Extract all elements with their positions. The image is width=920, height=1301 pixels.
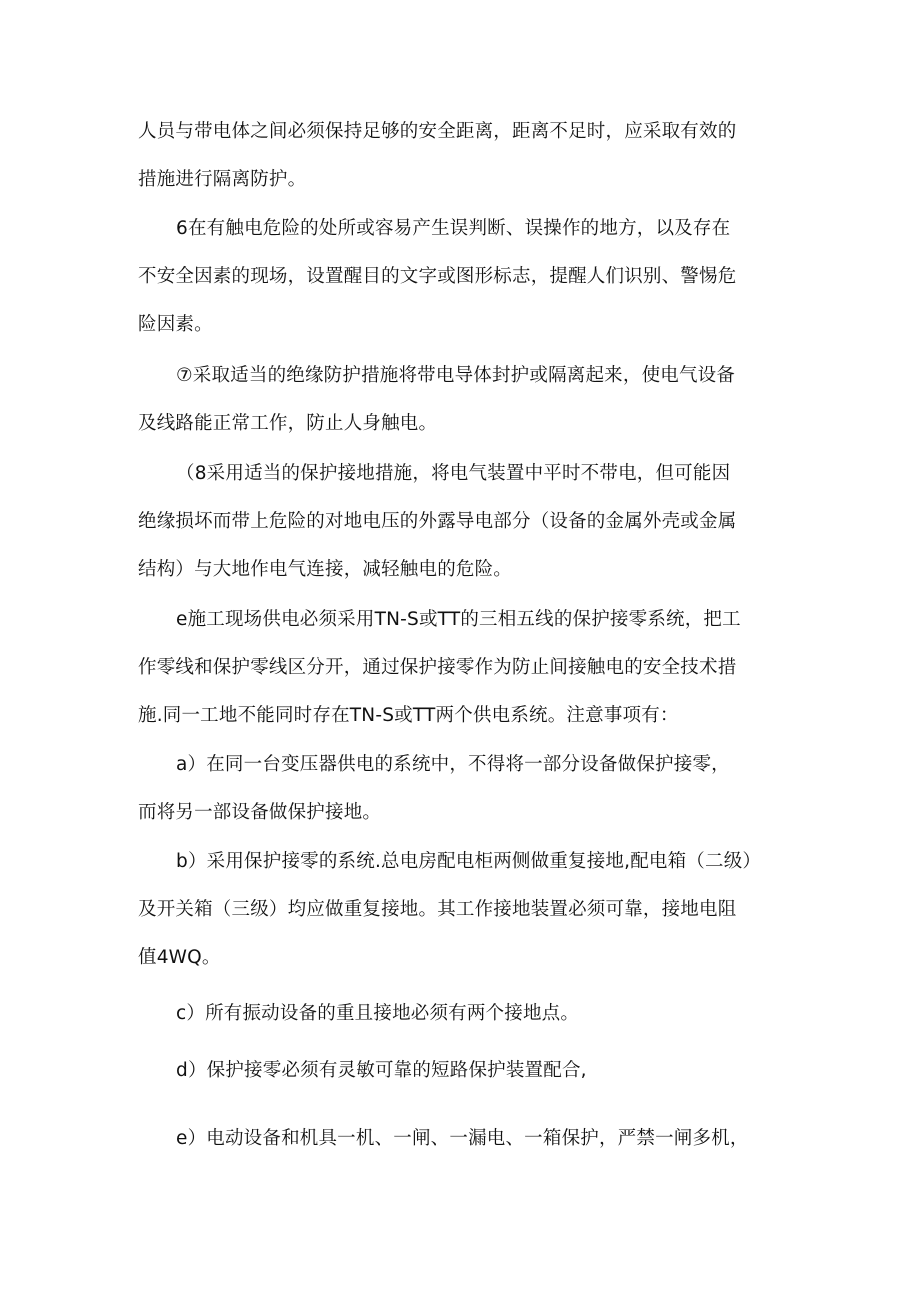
text-line: c）所有振动设备的重且接地必须有两个接地点。 xyxy=(176,1003,580,1024)
text-line: （8采用适当的保护接地措施，将电气装置中平时不带电，但可能因 xyxy=(176,463,731,484)
paragraph-sub-b xyxy=(138,838,788,982)
text-line: 值4WQ。 xyxy=(138,947,221,968)
text-line: 及开关箱（三级）均应做重复接地。其工作接地装置必须可靠，接地电阻 xyxy=(138,899,737,920)
paragraph-item-e xyxy=(138,596,788,740)
text-line: e）电动设备和机具一机、一闸、一漏电、一箱保护，严禁一闸多机， xyxy=(176,1128,749,1149)
paragraph-sub-d xyxy=(138,1047,788,1095)
text-line: 6在有触电危险的处所或容易产生误判断、误操作的地方，以及存在 xyxy=(176,218,731,239)
paragraph-item-8 xyxy=(138,450,788,594)
text-line: 绝缘损坏而带上危险的对地电压的外露导电部分（设备的金属外壳或金属 xyxy=(138,511,737,532)
text-line: 结构）与大地作电气连接，减轻触电的危险。 xyxy=(138,559,513,580)
text-line: b）采用保护接零的系统.总电房配电柜两侧做重复接地,配电箱（二级） xyxy=(176,851,762,872)
text-line: 而将另一部设备做保护接地。 xyxy=(138,802,382,823)
text-line: ⑦采取适当的绝缘防护措施将带电导体封护或隔离起来，使电气设备 xyxy=(176,365,736,386)
text-line: 及线路能正常工作，防止人身触电。 xyxy=(138,413,438,434)
paragraph-item-7 xyxy=(138,352,788,448)
text-line: 施.同一工地不能同时存在TN-S或TT两个供电系统。注意事项有： xyxy=(138,705,679,726)
text-line: 人员与带电体之间必须保持足够的安全距离，距离不足时，应采取有效的 xyxy=(138,121,737,142)
paragraph-item-6 xyxy=(138,205,788,349)
paragraph-sub-c xyxy=(138,990,788,1038)
text-line: 措施进行隔离防护。 xyxy=(138,169,307,190)
text-line: 作零线和保护零线区分开，通过保护接零作为防止间接触电的安全技术措 xyxy=(138,657,737,678)
paragraph-sub-a xyxy=(138,741,788,837)
text-line: 险因素。 xyxy=(138,314,213,335)
text-line: 不安全因素的现场，设置醒目的文字或图形标志，提醒人们识别、警惕危 xyxy=(138,266,737,287)
paragraph-sub-e xyxy=(138,1115,788,1163)
paragraph-isolation xyxy=(138,108,788,204)
text-line: a）在同一台变压器供电的系统中，不得将一部分设备做保护接零， xyxy=(176,754,730,775)
text-line: e施工现场供电必须采用TN-S或TT的三相五线的保护接零系统，把工 xyxy=(176,609,741,630)
text-line: d）保护接零必须有灵敏可靠的短路保护装置配合, xyxy=(176,1060,587,1081)
